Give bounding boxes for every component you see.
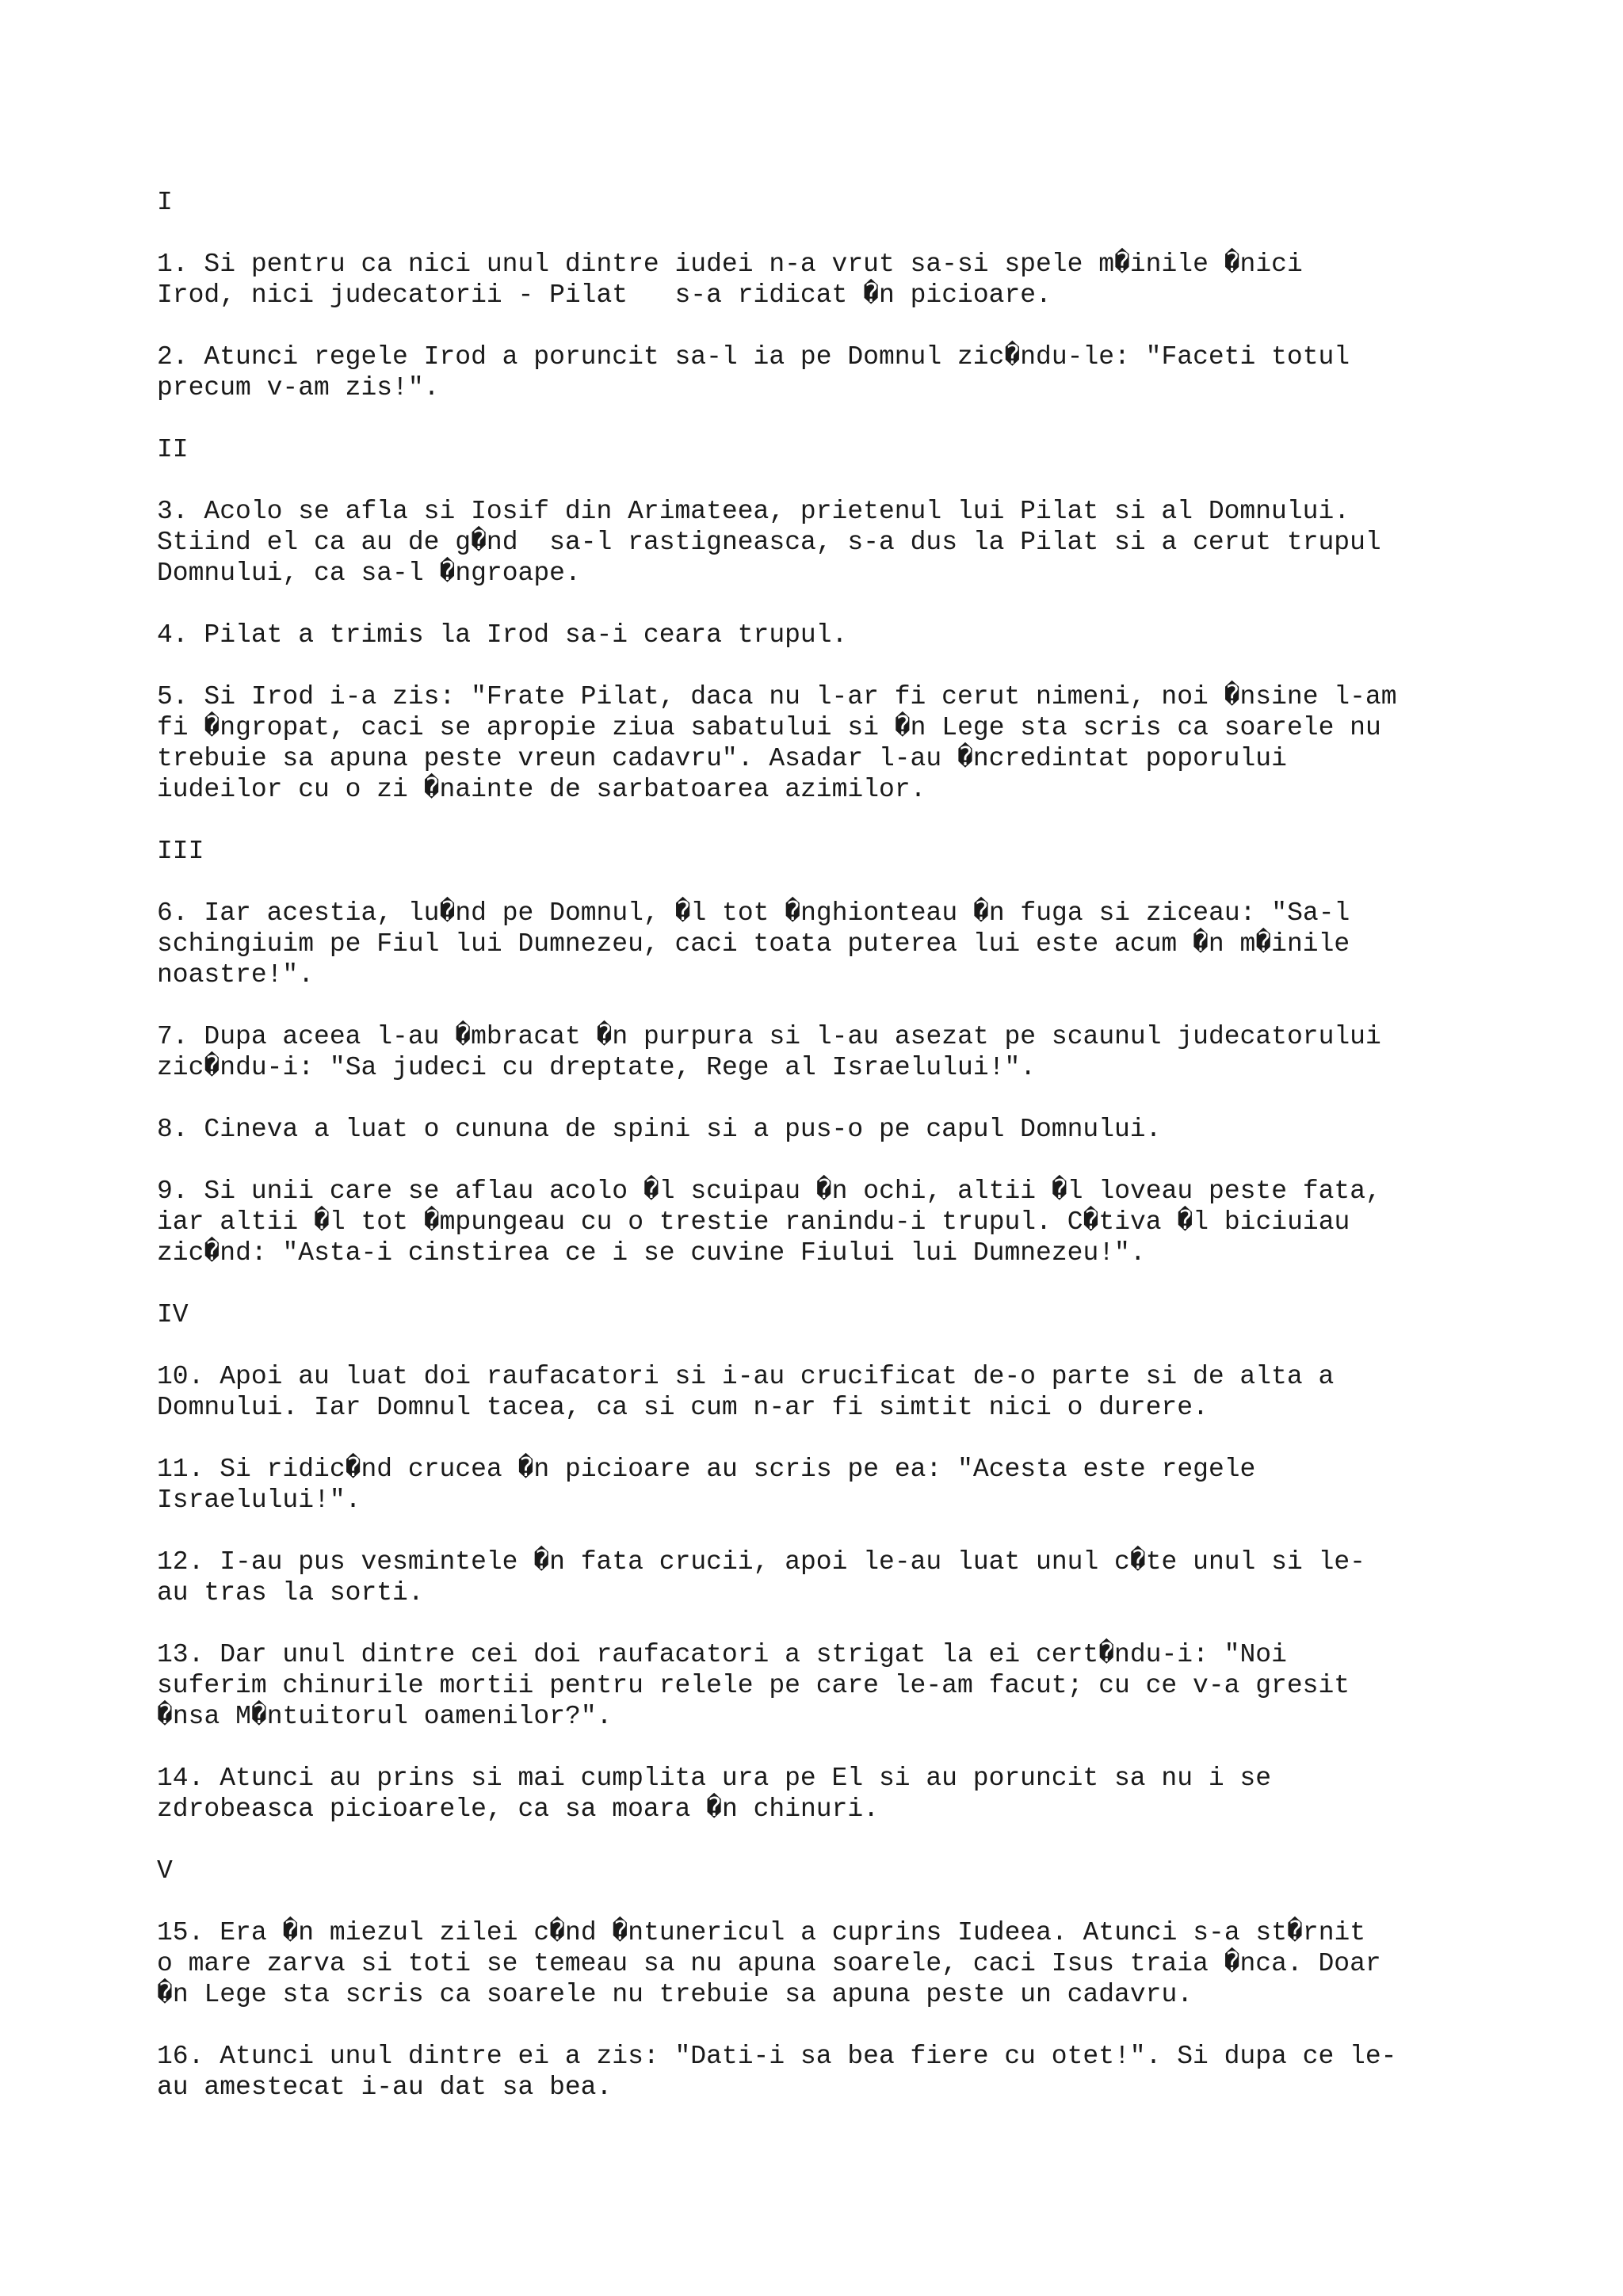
text-line: 13. Dar unul dintre cei doi raufacatori a strigat la ei cert�ndu-i: "Noi — [157, 1640, 1287, 1669]
text-line: trebuie sa apuna peste vreun cadavru". Asadar l-au �ncredintat poporului — [157, 744, 1287, 773]
verse-paragraph — [157, 1361, 1488, 1423]
text-line: Irod, nici judecatorii - Pilat s-a ridicat �n picioare. — [157, 280, 1052, 310]
text-line: precum v-am zis!". — [157, 373, 440, 402]
text-line: iudeilor cu o zi �nainte de sarbatoarea azimilor. — [157, 775, 926, 804]
text-line: 15. Era �n miezul zilei c�nd �ntunericul a cuprins Iudeea. Atunci s-a st�rnit — [157, 1918, 1366, 1947]
text-line: II — [157, 435, 189, 464]
text-line: �nsa M�ntuitorul oamenilor?". — [157, 1702, 613, 1731]
text-line: schingiuim pe Fiul lui Dumnezeu, caci toata puterea lui este acum �n m�inile — [157, 929, 1350, 959]
verse-paragraph — [157, 341, 1488, 403]
verse-paragraph — [157, 620, 1488, 650]
section-heading — [157, 434, 1488, 465]
text-line: 2. Atunci regele Irod a poruncit sa-l ia pe Domnul zic�ndu-le: "Faceti totul — [157, 342, 1350, 372]
text-line: Stiind el ca au de g�nd sa-l rastigneasca, s-a dus la Pilat si a cerut trupul — [157, 528, 1381, 557]
text-line: fi �ngropat, caci se apropie ziua sabatului si �n Lege sta scris ca soarele nu — [157, 713, 1381, 742]
verse-paragraph — [157, 898, 1488, 990]
text-line: 9. Si unii care se aflau acolo �l scuipau �n ochi, altii �l loveau peste fata, — [157, 1177, 1381, 1206]
text-line: o mare zarva si toti se temeau sa nu apuna soarele, caci Isus traia �nca. Doar — [157, 1949, 1381, 1978]
section-heading — [157, 1855, 1488, 1886]
section-heading — [157, 187, 1488, 218]
text-line: 16. Atunci unul dintre ei a zis: "Dati-i sa bea fiere cu otet!". Si dupa ce le- — [157, 2042, 1397, 2071]
text-line: iar altii �l tot �mpungeau cu o trestie ranindu-i trupul. C�tiva �l biciuiau — [157, 1207, 1350, 1237]
text-line: 4. Pilat a trimis la Irod sa-i ceara trupul. — [157, 620, 848, 650]
text-line: suferim chinurile mortii pentru relele pe care le-am facut; cu ce v-a gresit — [157, 1671, 1350, 1700]
text-line: au tras la sorti. — [157, 1578, 424, 1608]
verse-paragraph — [157, 2041, 1488, 2103]
text-line: 10. Apoi au luat doi raufacatori si i-au crucificat de-o parte si de alta a — [157, 1362, 1335, 1391]
text-line: 6. Iar acestia, lu�nd pe Domnul, �l tot �nghionteau �n fuga si ziceau: "Sa-l — [157, 898, 1350, 928]
text-line: V — [157, 1856, 173, 1886]
text-line: Israelului!". — [157, 1486, 361, 1515]
section-heading — [157, 1299, 1488, 1330]
text-line: 12. I-au pus vesmintele �n fata crucii, apoi le-au luat unul c�te unul si le- — [157, 1547, 1365, 1577]
verse-paragraph — [157, 1021, 1488, 1083]
text-line: 8. Cineva a luat o cununa de spini si a pus-o pe capul Domnului. — [157, 1115, 1162, 1144]
verse-paragraph — [157, 1547, 1488, 1608]
verse-paragraph — [157, 681, 1488, 805]
text-line: zic�nd: "Asta-i cinstirea ce i se cuvine Fiului lui Dumnezeu!". — [157, 1238, 1146, 1268]
text-line: IV — [157, 1300, 189, 1329]
text-line: 1. Si pentru ca nici unul dintre iudei n-a vrut sa-si spele m�inile �nici — [157, 250, 1303, 279]
text-line: au amestecat i-au dat sa bea. — [157, 2073, 613, 2102]
text-line: 11. Si ridic�nd crucea �n picioare au scris pe ea: "Acesta este regele — [157, 1455, 1256, 1484]
text-line: III — [157, 837, 204, 866]
verse-paragraph — [157, 1917, 1488, 2010]
text-line: zic�ndu-i: "Sa judeci cu dreptate, Rege al Israelului!". — [157, 1053, 1037, 1082]
text-line: �n Lege sta scris ca soarele nu trebuie sa apuna peste un cadavru. — [157, 1980, 1193, 2009]
verse-paragraph — [157, 1176, 1488, 1268]
verse-paragraph — [157, 1639, 1488, 1732]
document-page — [157, 187, 1488, 2134]
text-line: 7. Dupa aceea l-au �mbracat �n purpura si l-au asezat pe scaunul judecatorului — [157, 1022, 1381, 1051]
text-line: zdrobeasca picioarele, ca sa moara �n chinuri. — [157, 1794, 880, 1824]
text-line: Domnului. Iar Domnul tacea, ca si cum n-ar fi simtit nici o durere. — [157, 1393, 1209, 1422]
verse-paragraph — [157, 496, 1488, 589]
text-line: Domnului, ca sa-l �ngroape. — [157, 559, 581, 588]
text-line: I — [157, 188, 173, 217]
text-line: 5. Si Irod i-a zis: "Frate Pilat, daca nu l-ar fi cerut nimeni, noi �nsine l-am — [157, 682, 1397, 711]
verse-paragraph — [157, 1114, 1488, 1145]
text-line: 14. Atunci au prins si mai cumplita ura pe El si au poruncit sa nu i se — [157, 1764, 1272, 1793]
text-line: 3. Acolo se afla si Iosif din Arimateea, prietenul lui Pilat si al Domnului. — [157, 497, 1350, 526]
verse-paragraph — [157, 1763, 1488, 1825]
text-line: noastre!". — [157, 960, 315, 990]
verse-paragraph — [157, 249, 1488, 311]
verse-paragraph — [157, 1454, 1488, 1516]
section-heading — [157, 836, 1488, 867]
